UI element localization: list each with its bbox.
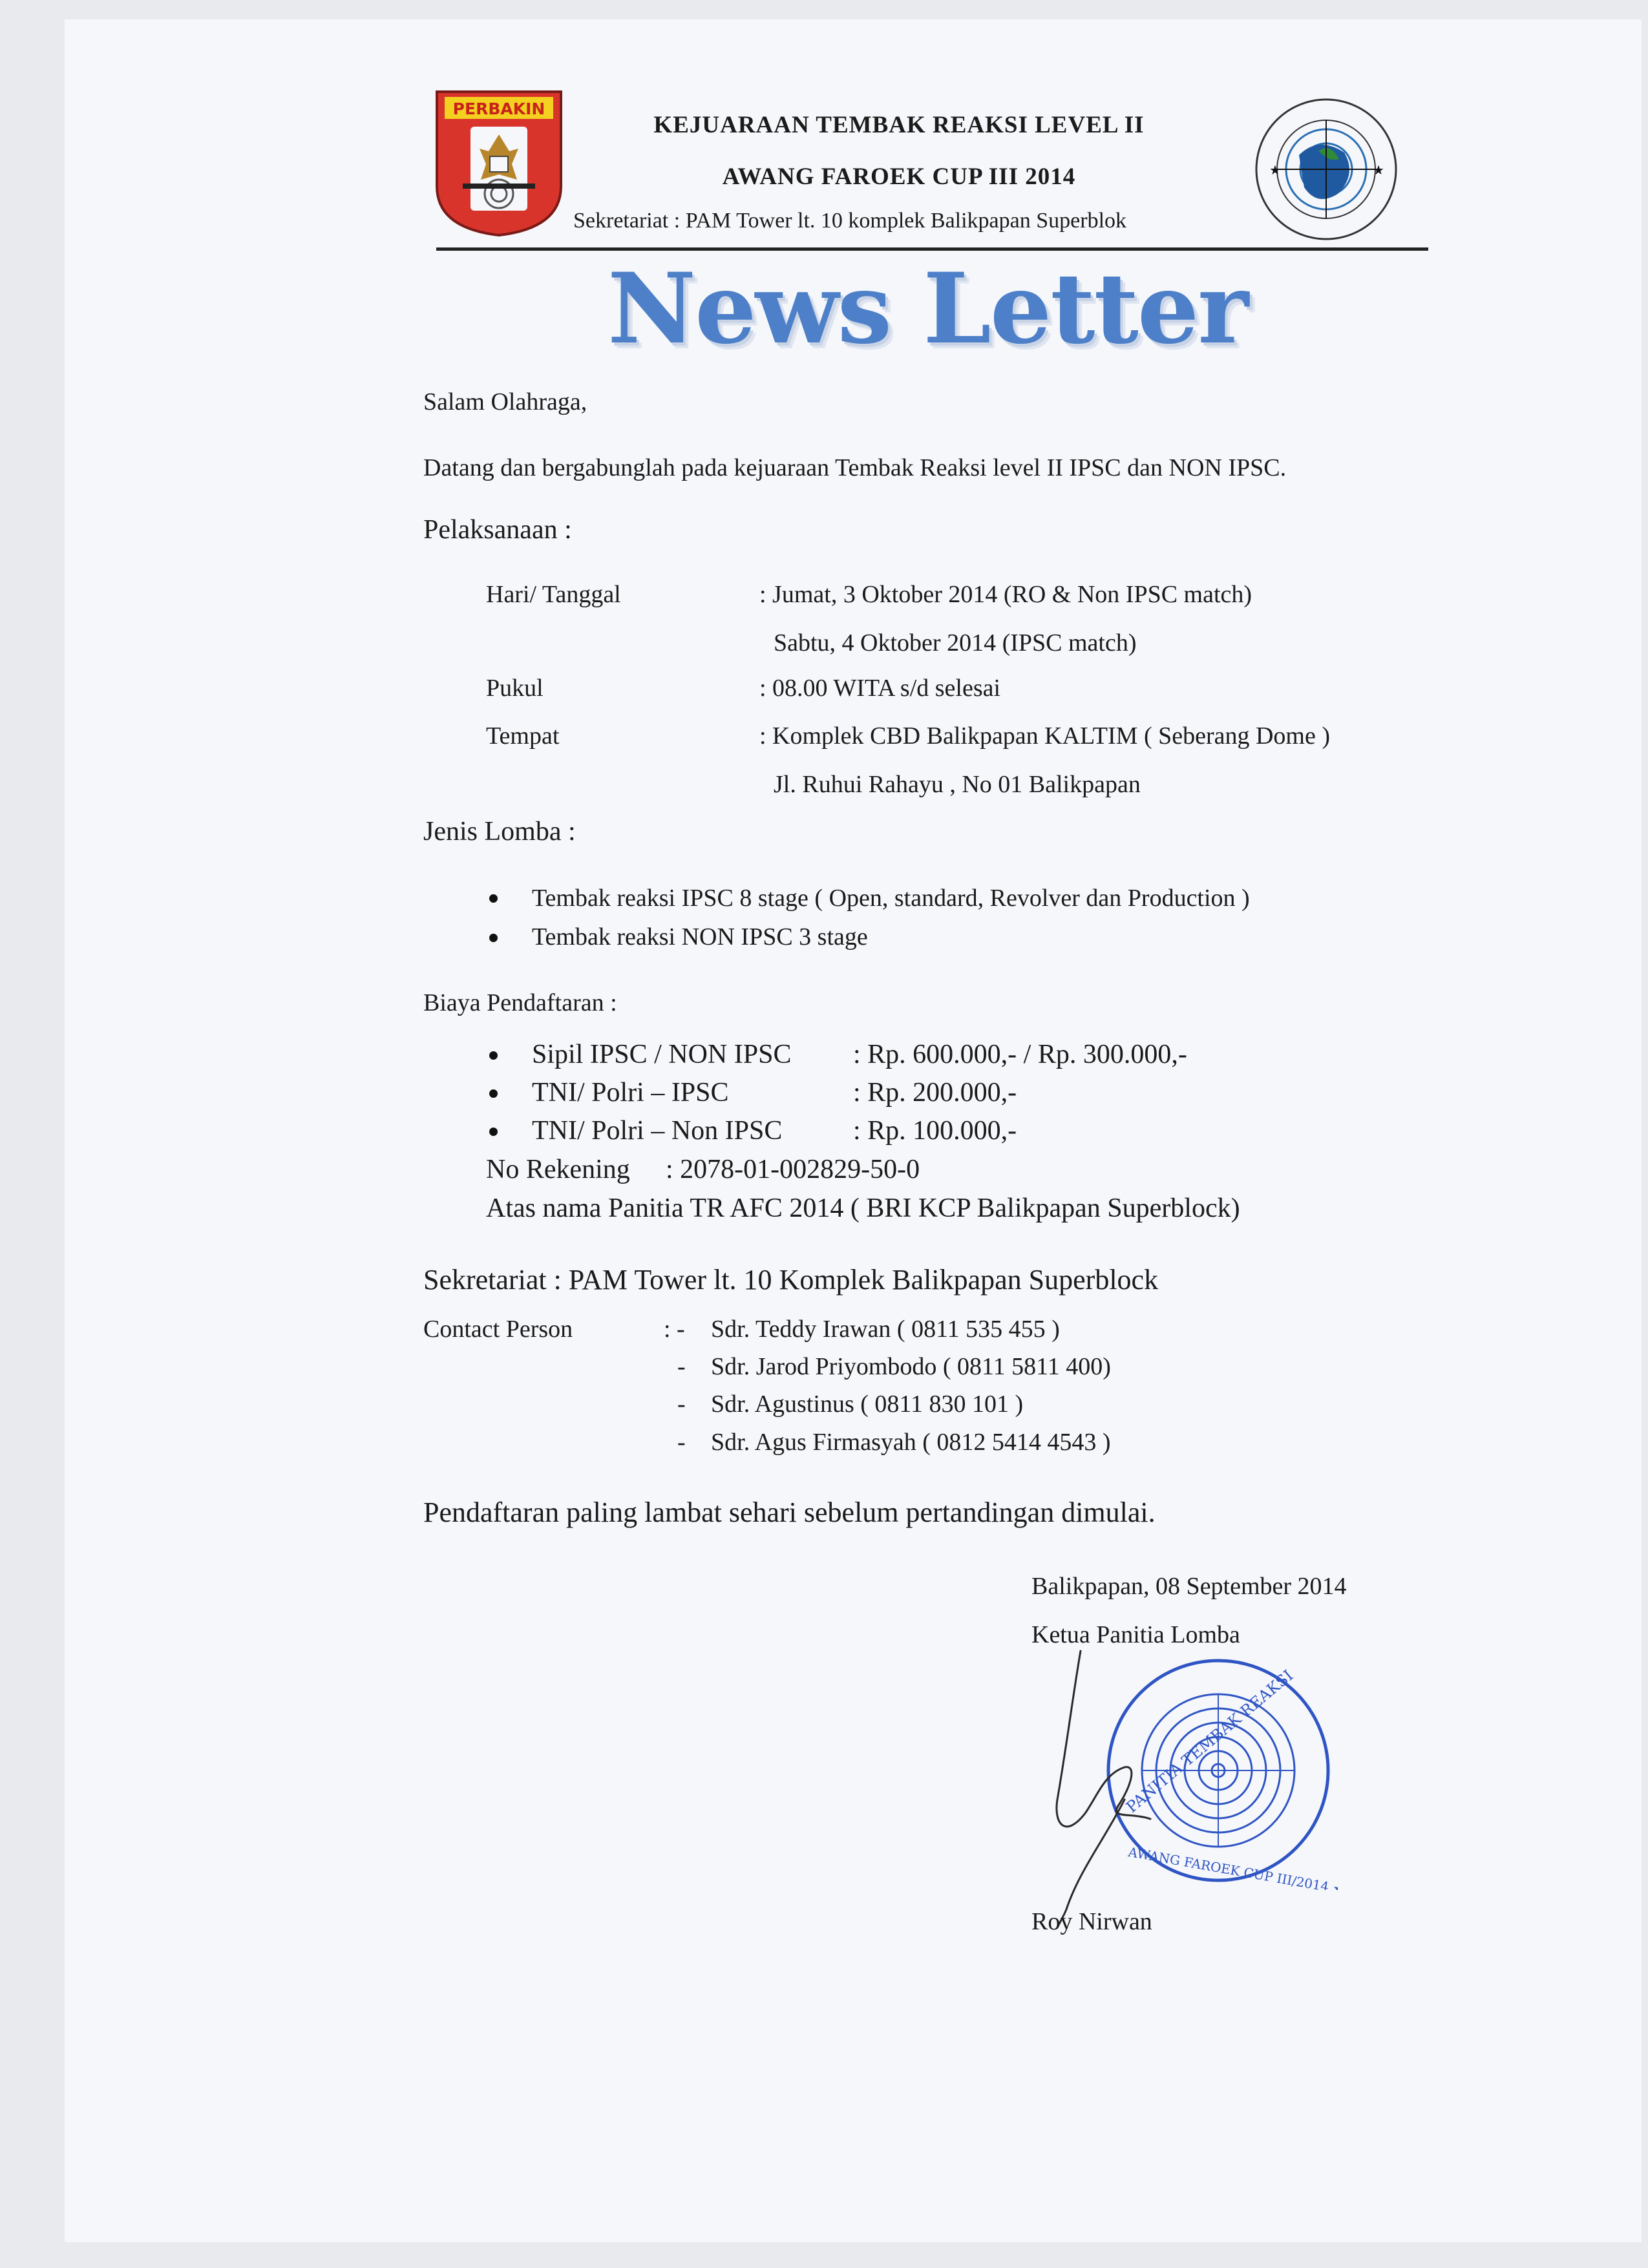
news-letter-banner: News Letter xyxy=(607,252,1248,366)
bullet xyxy=(489,934,498,942)
rekening-value: : 2078-01-002829-50-0 xyxy=(666,1155,920,1184)
header-secretariat: Sekretariat : PAM Tower lt. 10 komplek Balikpapan Superblok xyxy=(573,209,1127,233)
kejurnas-logo xyxy=(1254,97,1399,242)
svg-text:★: ★ xyxy=(1269,163,1281,178)
biaya-heading: Biaya Pendaftaran : xyxy=(423,989,617,1016)
bullet xyxy=(489,1089,498,1098)
svg-text:★: ★ xyxy=(1373,163,1384,178)
pelaksanaan-value-hari: : Jumat, 3 Oktober 2014 (RO & Non IPSC match) xyxy=(759,581,1252,608)
pelaksanaan-label-pukul: Pukul xyxy=(486,675,544,702)
biaya-label-sipil: Sipil IPSC / NON IPSC xyxy=(532,1040,792,1069)
contact-label: Contact Person xyxy=(423,1316,573,1343)
rekening-label: No Rekening xyxy=(486,1155,630,1184)
header-rule xyxy=(436,247,1428,251)
pelaksanaan-label-tempat: Tempat xyxy=(486,722,560,750)
biaya-value-sipil: : Rp. 600.000,- / Rp. 300.000,- xyxy=(853,1040,1187,1069)
closing-role: Ketua Panitia Lomba xyxy=(1031,1621,1240,1648)
pelaksanaan-label-hari: Hari/ Tanggal xyxy=(486,581,621,608)
event-title-line2: AWANG FAROEK CUP III 2014 xyxy=(722,163,1076,190)
signatory-name: Roy Nirwan xyxy=(1031,1908,1152,1935)
contact-person-4: Sdr. Agus Firmasyah ( 0812 5414 4543 ) xyxy=(711,1429,1111,1456)
biaya-label-tni-ipsc: TNI/ Polri – IPSC xyxy=(532,1078,729,1108)
contact-colon: : - xyxy=(664,1316,685,1343)
greeting: Salam Olahraga, xyxy=(423,388,587,415)
atas-nama: Atas nama Panitia TR AFC 2014 ( BRI KCP Balikpapan Superblock) xyxy=(486,1193,1240,1223)
pelaksanaan-value-pukul: : 08.00 WITA s/d selesai xyxy=(759,675,1001,702)
biaya-value-tni-non: : Rp. 100.000,- xyxy=(853,1116,1017,1146)
contact-dash: - xyxy=(677,1353,686,1380)
svg-text:PANITIA TEMBAK REAKSI: PANITIA TEMBAK REAKSI xyxy=(1123,1666,1297,1816)
pelaksanaan-value-sabtu: Sabtu, 4 Oktober 2014 (IPSC match) xyxy=(774,629,1137,656)
contact-person-2: Sdr. Jarod Priyombodo ( 0811 5811 400) xyxy=(711,1353,1111,1380)
pelaksanaan-heading: Pelaksanaan : xyxy=(423,515,572,545)
jenis-lomba-heading: Jenis Lomba : xyxy=(423,817,576,846)
closing-place-date: Balikpapan, 08 September 2014 xyxy=(1031,1573,1347,1600)
contact-dash: - xyxy=(677,1429,686,1456)
sekretariat: Sekretariat : PAM Tower lt. 10 Komplek Balikpapan Superblock xyxy=(423,1264,1159,1296)
biaya-value-tni-ipsc: : Rp. 200.000,- xyxy=(853,1078,1017,1108)
event-title-line1: KEJUARAAN TEMBAK REAKSI LEVEL II xyxy=(653,112,1145,138)
contact-dash: - xyxy=(677,1391,686,1418)
biaya-label-tni-non: TNI/ Polri – Non IPSC xyxy=(532,1116,783,1146)
jenis-lomba-item-1: Tembak reaksi IPSC 8 stage ( Open, standard, Revolver dan Production ) xyxy=(532,885,1250,912)
signature xyxy=(1028,1644,1221,1929)
bullet xyxy=(489,894,498,903)
contact-person-1: Sdr. Teddy Irawan ( 0811 535 455 ) xyxy=(711,1316,1060,1343)
jenis-lomba-item-2: Tembak reaksi NON IPSC 3 stage xyxy=(532,923,868,950)
pelaksanaan-value-tempat: : Komplek CBD Balikpapan KALTIM ( Seberang Dome ) xyxy=(759,722,1330,750)
svg-text:PERBAKIN: PERBAKIN xyxy=(452,100,545,118)
pelaksanaan-value-alamat: Jl. Ruhui Rahayu , No 01 Balikpapan xyxy=(774,771,1141,798)
registration-deadline: Pendaftaran paling lambat sehari sebelum pertandingan dimulai. xyxy=(423,1496,1156,1528)
svg-text:AWANG FAROEK CUP III/2014 ★: AWANG FAROEK CUP III/2014 ★ xyxy=(1126,1843,1338,1890)
contact-person-3: Sdr. Agustinus ( 0811 830 101 ) xyxy=(711,1391,1024,1418)
bullet xyxy=(489,1128,498,1136)
intro-text: Datang dan bergabunglah pada kejuaraan Tembak Reaksi level II IPSC dan NON IPSC. xyxy=(423,454,1287,481)
bullet xyxy=(489,1051,498,1060)
